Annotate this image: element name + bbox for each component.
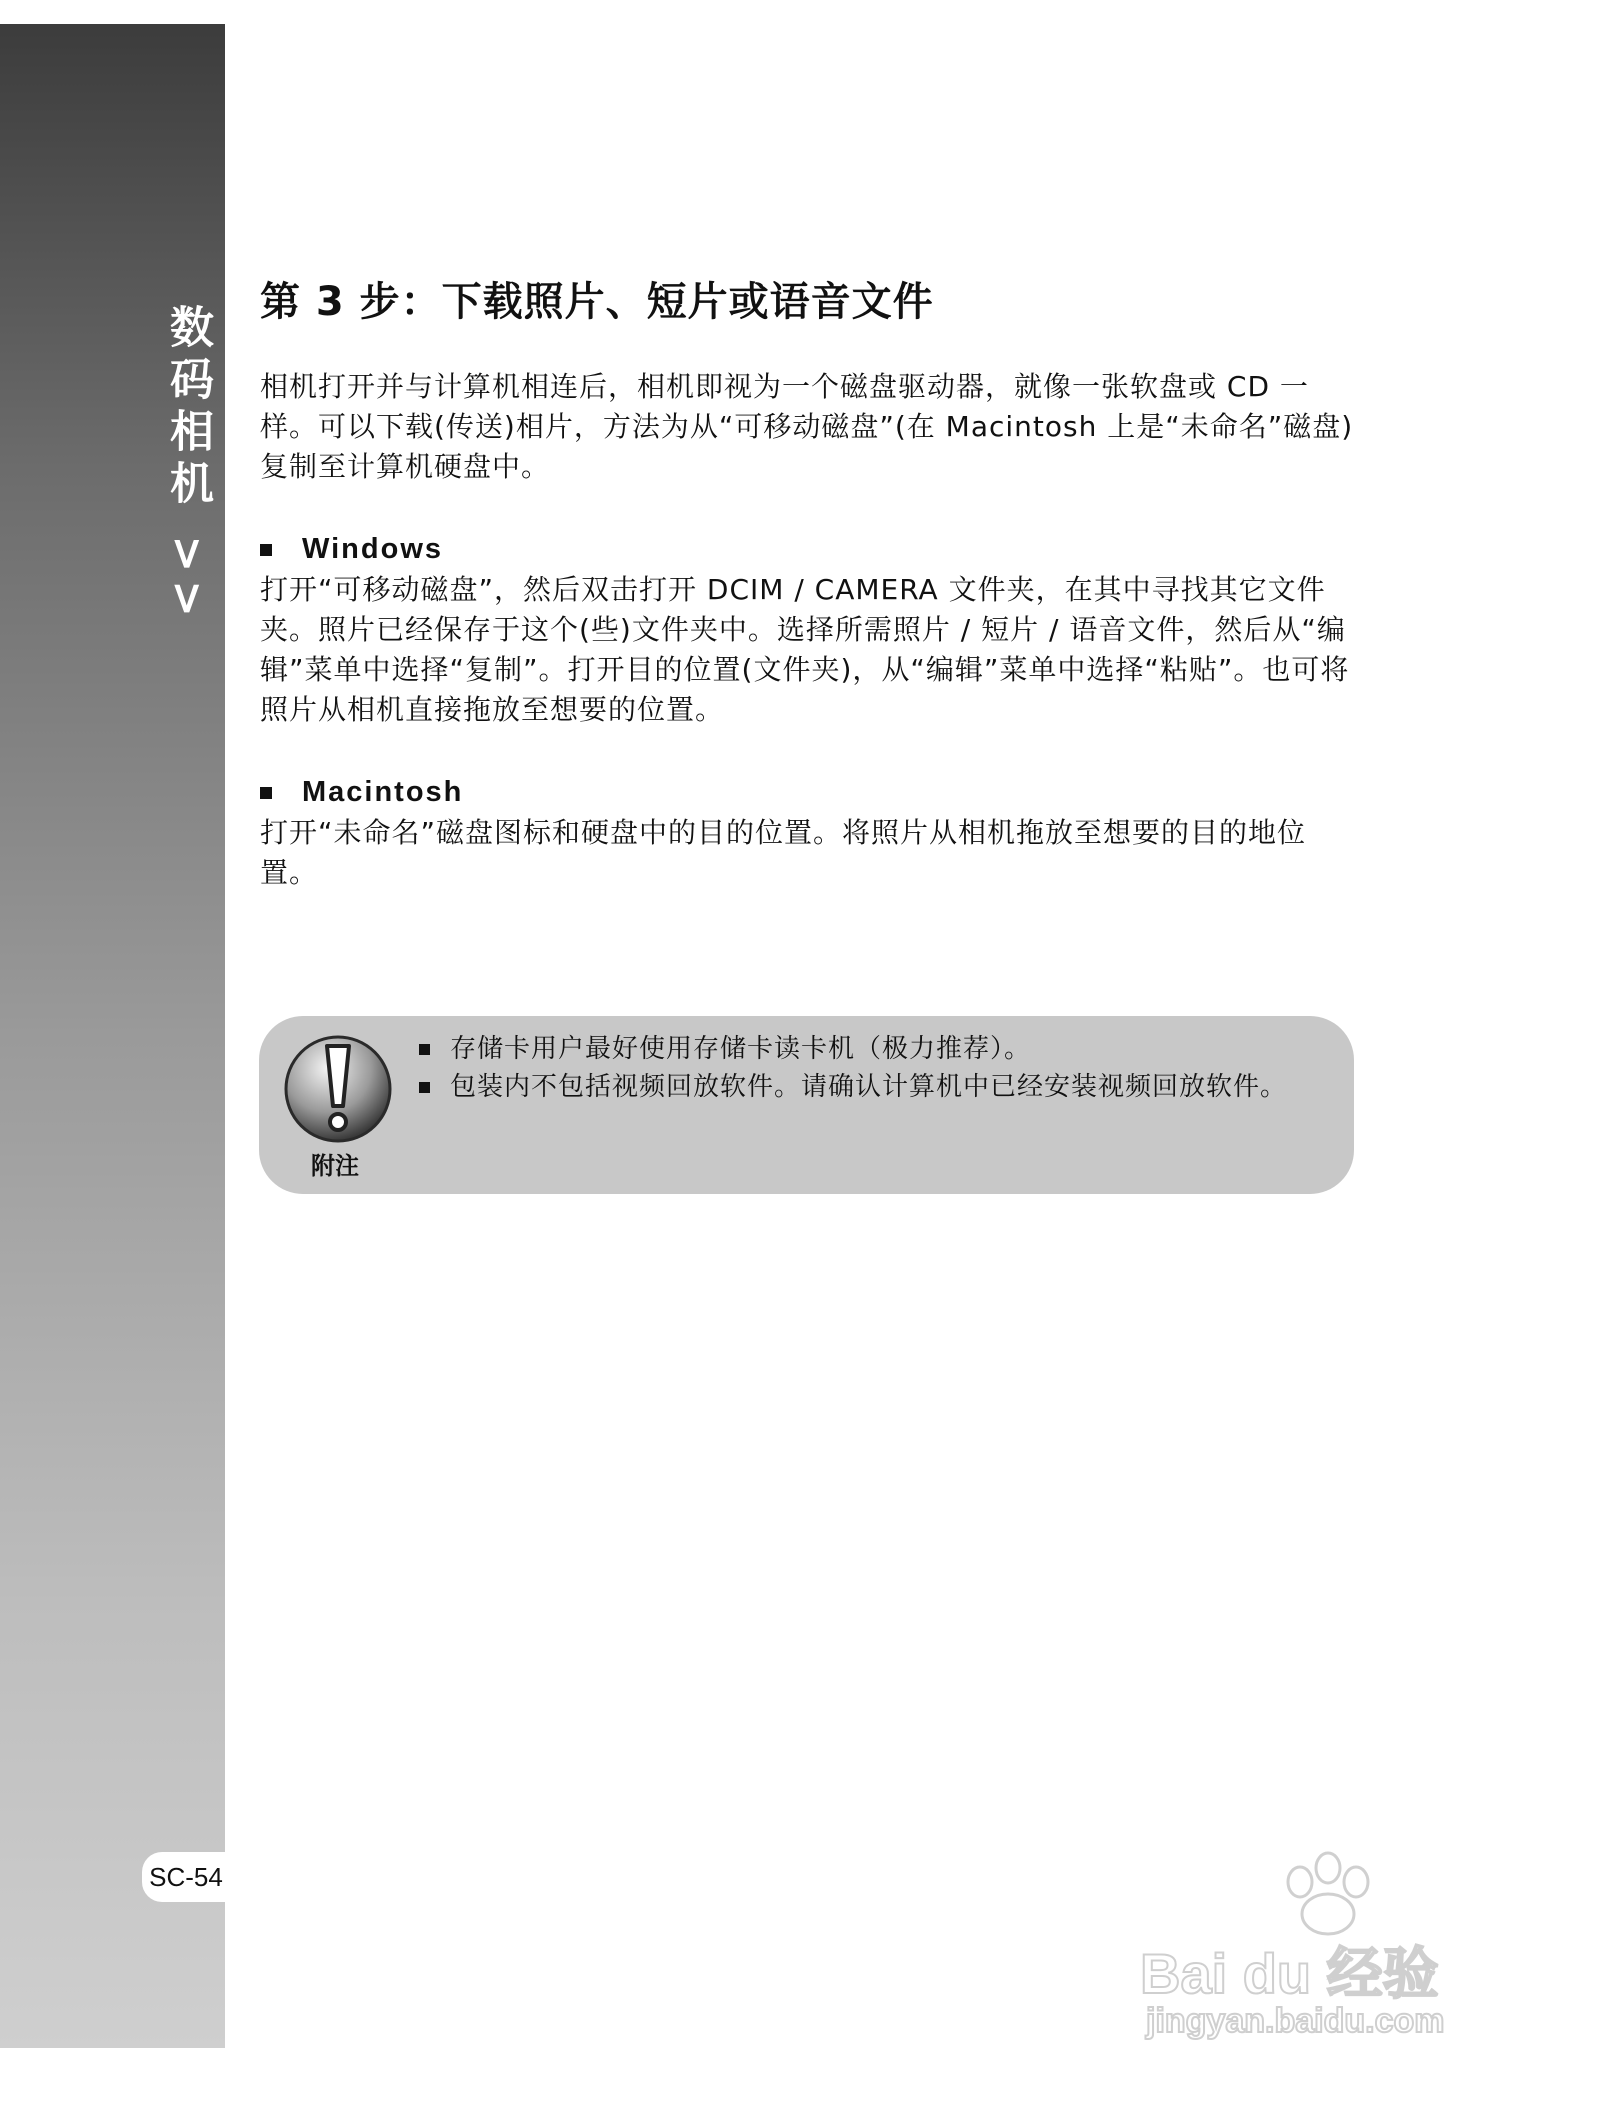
bullet-square-icon <box>419 1044 430 1055</box>
baidu-watermark <box>1140 1850 1520 2050</box>
section-windows <box>260 533 1355 730</box>
main-content <box>260 270 1355 893</box>
paw-logo-icon <box>1270 1850 1390 1940</box>
sidebar-title: 数码相机 >> <box>162 304 213 626</box>
intro-paragraph: 相机打开并与计算机相连后，相机即视为一个磁盘驱动器，就像一张软盘或 CD 一样。可以下载(传送)相片，方法为从“可移动磁盘”(在 Macintosh 上是“未命名”磁盘)复制至计算机硬盘中。 <box>260 370 1354 483</box>
note-text: 存储卡用户最好使用存储卡读卡机（极力推荐）。 <box>450 1034 1032 1064</box>
note-label: 附注 <box>311 1152 359 1180</box>
page-title: 第 3 步：下载照片、短片或语音文件 <box>260 279 934 325</box>
note-text: 包装内不包括视频回放软件。请确认计算机中已经安装视频回放软件。 <box>450 1072 1288 1102</box>
section-title: Windows <box>302 533 444 565</box>
section-macintosh <box>260 776 1355 893</box>
watermark-url: jingyan.baidu.com <box>1146 2002 1445 2040</box>
bullet-square-icon <box>419 1082 430 1093</box>
note-list <box>419 1030 1287 1106</box>
section-heading <box>260 533 1355 566</box>
sidebar-band <box>0 24 225 2048</box>
section-heading <box>260 776 1355 809</box>
section-paragraph: 打开“可移动磁盘”，然后双击打开 DCIM / CAMERA 文件夹，在其中寻找其它文件夹。照片已经保存于这个(些)文件夹中。选择所需照片 / 短片 / 语音文件，然后从“编辑”菜单中选择“复制”。打开目的位置(文件夹)，从“编辑”菜单中选择“粘贴”。也可将照片从相机直接拖放至想要的位置。 <box>260 573 1350 726</box>
page-number: SC-54 <box>142 1852 230 1902</box>
section-title: Macintosh <box>302 776 464 808</box>
section-paragraph: 打开“未命名”磁盘图标和硬盘中的目的位置。将照片从相机拖放至想要的目的地位置。 <box>260 816 1307 889</box>
list-item <box>419 1068 1287 1106</box>
bullet-square-icon <box>260 787 272 799</box>
note-box <box>259 1016 1354 1194</box>
exclamation-icon <box>283 1034 393 1144</box>
list-item <box>419 1030 1287 1068</box>
watermark-brand: Bai du 经验 <box>1140 1942 1439 2005</box>
bullet-square-icon <box>260 544 272 556</box>
